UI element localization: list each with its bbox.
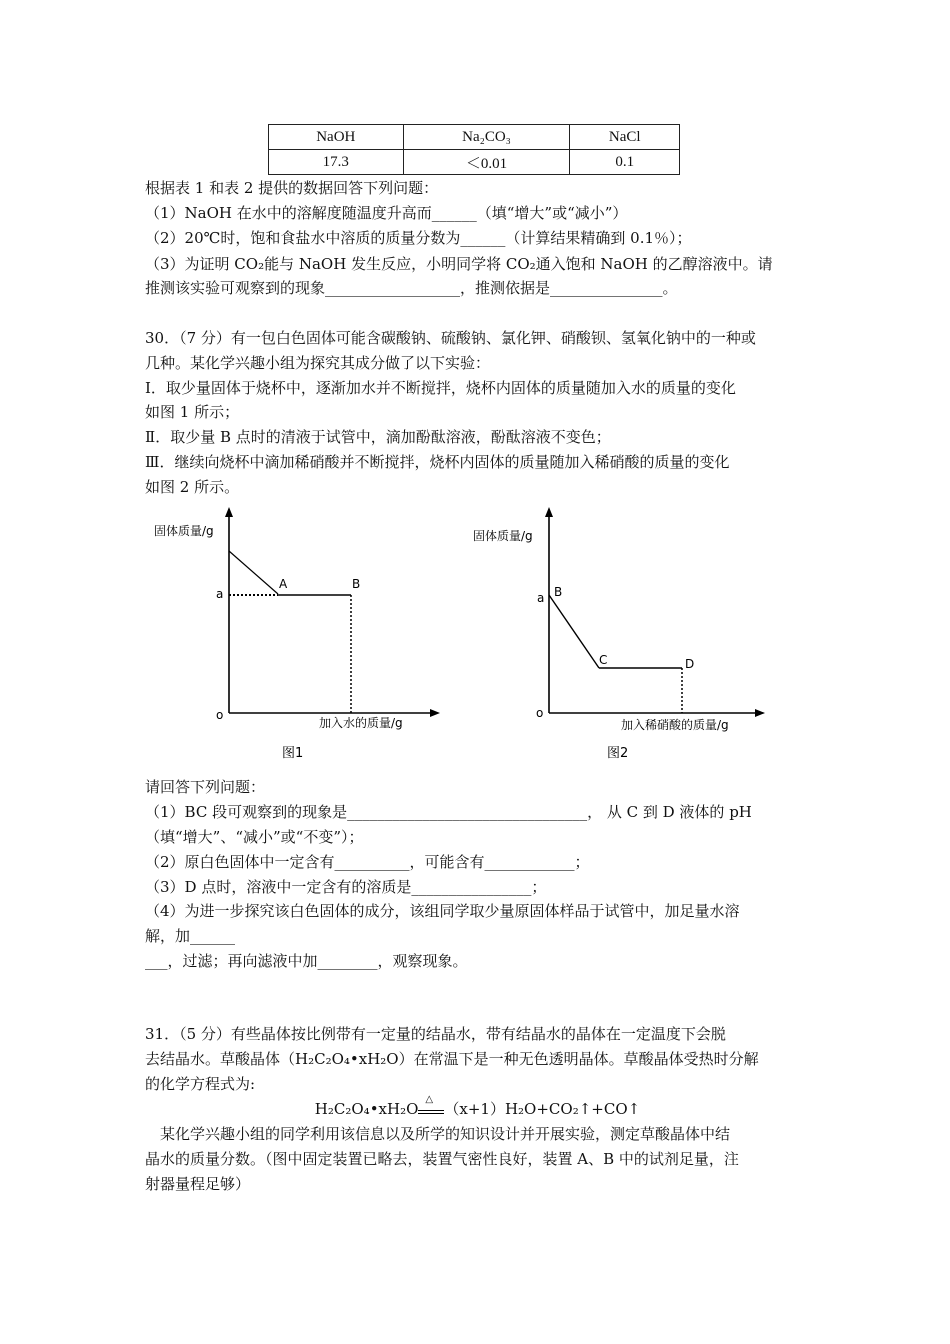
graph2-x-label: 加入稀硝酸的质量/g (621, 718, 729, 732)
graph-2 (465, 505, 785, 765)
q30-answer4-line3: ___，过滤；再向滤液中加________，观察现象。 (145, 952, 468, 970)
graph2-caption: 图2 (607, 746, 629, 761)
q29-part2: （2）20℃时，饱和食盐水中溶质的质量分数为______（计算结果精确到 0.1％）； (145, 229, 692, 247)
q31-line6: 射器量程足够） (145, 1175, 251, 1193)
graph1-point-a: A (279, 577, 288, 591)
solubility-table (268, 124, 680, 175)
q31-line2: 去结晶水。草酸晶体（H₂C₂O₄•xH₂O）在常温下是一种无色透明晶体。草酸晶体受热时分解 (145, 1050, 759, 1068)
equation-arrow (418, 1094, 444, 1114)
table-header-nacl: NaCl (570, 125, 680, 150)
graph2-x-arrow (755, 709, 765, 717)
chemical-equation (145, 1094, 810, 1120)
graph1-x-arrow (430, 709, 440, 717)
graph2-point-b: B (554, 585, 563, 599)
q30-answer1-line2: （填“增大”、“减小”或“不变”）； (145, 828, 364, 846)
table-header-na2co3: Na₂CO₃ (403, 125, 570, 150)
equation-left: H₂C₂O₄•xH₂O (314, 1100, 419, 1118)
q30-step2: Ⅱ．取少量 B 点时的清液于试管中，滴加酚酞溶液，酚酞溶液不变色； (145, 428, 611, 446)
q31-line3: 的化学方程式为: (145, 1075, 256, 1093)
q30-step3-line2: 如图 2 所示。 (145, 478, 240, 496)
q30-line1: 30．（7 分）有一包白色固体可能含碳酸钠、硫酸钠、氯化钾、硝酸钡、氢氧化钠中的一种或 (145, 329, 756, 347)
q30-line2: 几种。某化学兴趣小组为探究其成分做了以下实验： (145, 354, 491, 372)
q29-intro: 根据表 1 和表 2 提供的数据回答下列问题： (145, 179, 439, 197)
table-header-naoh: NaOH (269, 125, 404, 150)
graph2-point-d: D (685, 657, 695, 671)
graph2-origin-label: o (536, 706, 544, 720)
q31-line4-text: 某化学兴趣小组的同学利用该信息以及所学的知识设计并开展实验，测定草酸晶体中结 (160, 1125, 731, 1143)
table-cell-nacl: 0.1 (570, 150, 680, 175)
graph1-segment-start-a (229, 551, 278, 594)
q30-answer3: （3）D 点时，溶液中一定含有的溶质是________________； (145, 878, 547, 896)
graph2-segment-bc (549, 595, 599, 668)
graph1-a-label: a (216, 587, 224, 601)
table-cell-naoh: 17.3 (269, 150, 404, 175)
q29-part3-line2: 推测该实验可观察到的现象__________________，推测依据是_______________。 (145, 279, 678, 297)
q31-line1: 31．（5 分）有些晶体按比例带有一定量的结晶水，带有结晶水的晶体在一定温度下会脱 (145, 1025, 726, 1043)
heat-symbol: △ (425, 1094, 434, 1105)
graph2-y-label: 固体质量/g (473, 529, 533, 543)
graph1-y-label: 固体质量/g (154, 524, 214, 538)
table-header-row (269, 125, 680, 150)
graph1-y-arrow (225, 507, 233, 517)
graph1-caption: 图1 (282, 746, 304, 761)
equation-right: （x+1）H₂O+CO₂↑+CO↑ (444, 1100, 641, 1118)
table-row (269, 150, 680, 175)
q29-part1: （1）NaOH 在水中的溶解度随温度升高而______（填“增大”或“减小”） (145, 204, 628, 222)
graph2-a-label: a (537, 591, 545, 605)
graph1-x-label: 加入水的质量/g (319, 716, 403, 730)
table-cell-na2co3: ＜0.01 (403, 150, 570, 175)
graph2-point-c: C (599, 653, 608, 667)
q31-line4 (145, 1123, 810, 1145)
graph1-origin-label: o (216, 708, 224, 722)
q30-ask: 请回答下列问题： (145, 778, 266, 796)
q30-answer4-line1: （4）为进一步探究该白色固体的成分，该组同学取少量原固体样品于试管中，加足量水溶 (145, 902, 740, 920)
q31-line5: 晶水的质量分数。（图中固定装置已略去，装置气密性良好，装置 A、B 中的试剂足量，注 (145, 1150, 739, 1168)
q30-step3-line1: Ⅲ．继续向烧杯中滴加稀硝酸并不断搅拌，烧杯内固体的质量随加入稀硝酸的质量的变化 (145, 453, 730, 471)
q29-part3-line1: （3）为证明 CO₂能与 NaOH 发生反应，小明同学将 CO₂通入饱和 NaOH 的乙醇溶液中。请 (145, 255, 773, 273)
q30-answer1-line1: （1）BC 段可观察到的现象是________________________________， 从 C 到 D 液体的 pH (145, 803, 752, 821)
graph1-point-b: B (352, 577, 361, 591)
q30-step1-line1: Ⅰ．取少量固体于烧杯中，逐渐加水并不断搅拌，烧杯内固体的质量随加入水的质量的变化 (145, 379, 736, 397)
q30-answer2: （2）原白色固体中一定含有__________，可能含有____________； (145, 853, 590, 871)
q30-step1-line2: 如图 1 所示； (145, 403, 240, 421)
graph-1 (140, 505, 450, 765)
graph2-y-arrow (545, 507, 553, 517)
q30-answer4-line2: 解，加______ (145, 927, 236, 945)
